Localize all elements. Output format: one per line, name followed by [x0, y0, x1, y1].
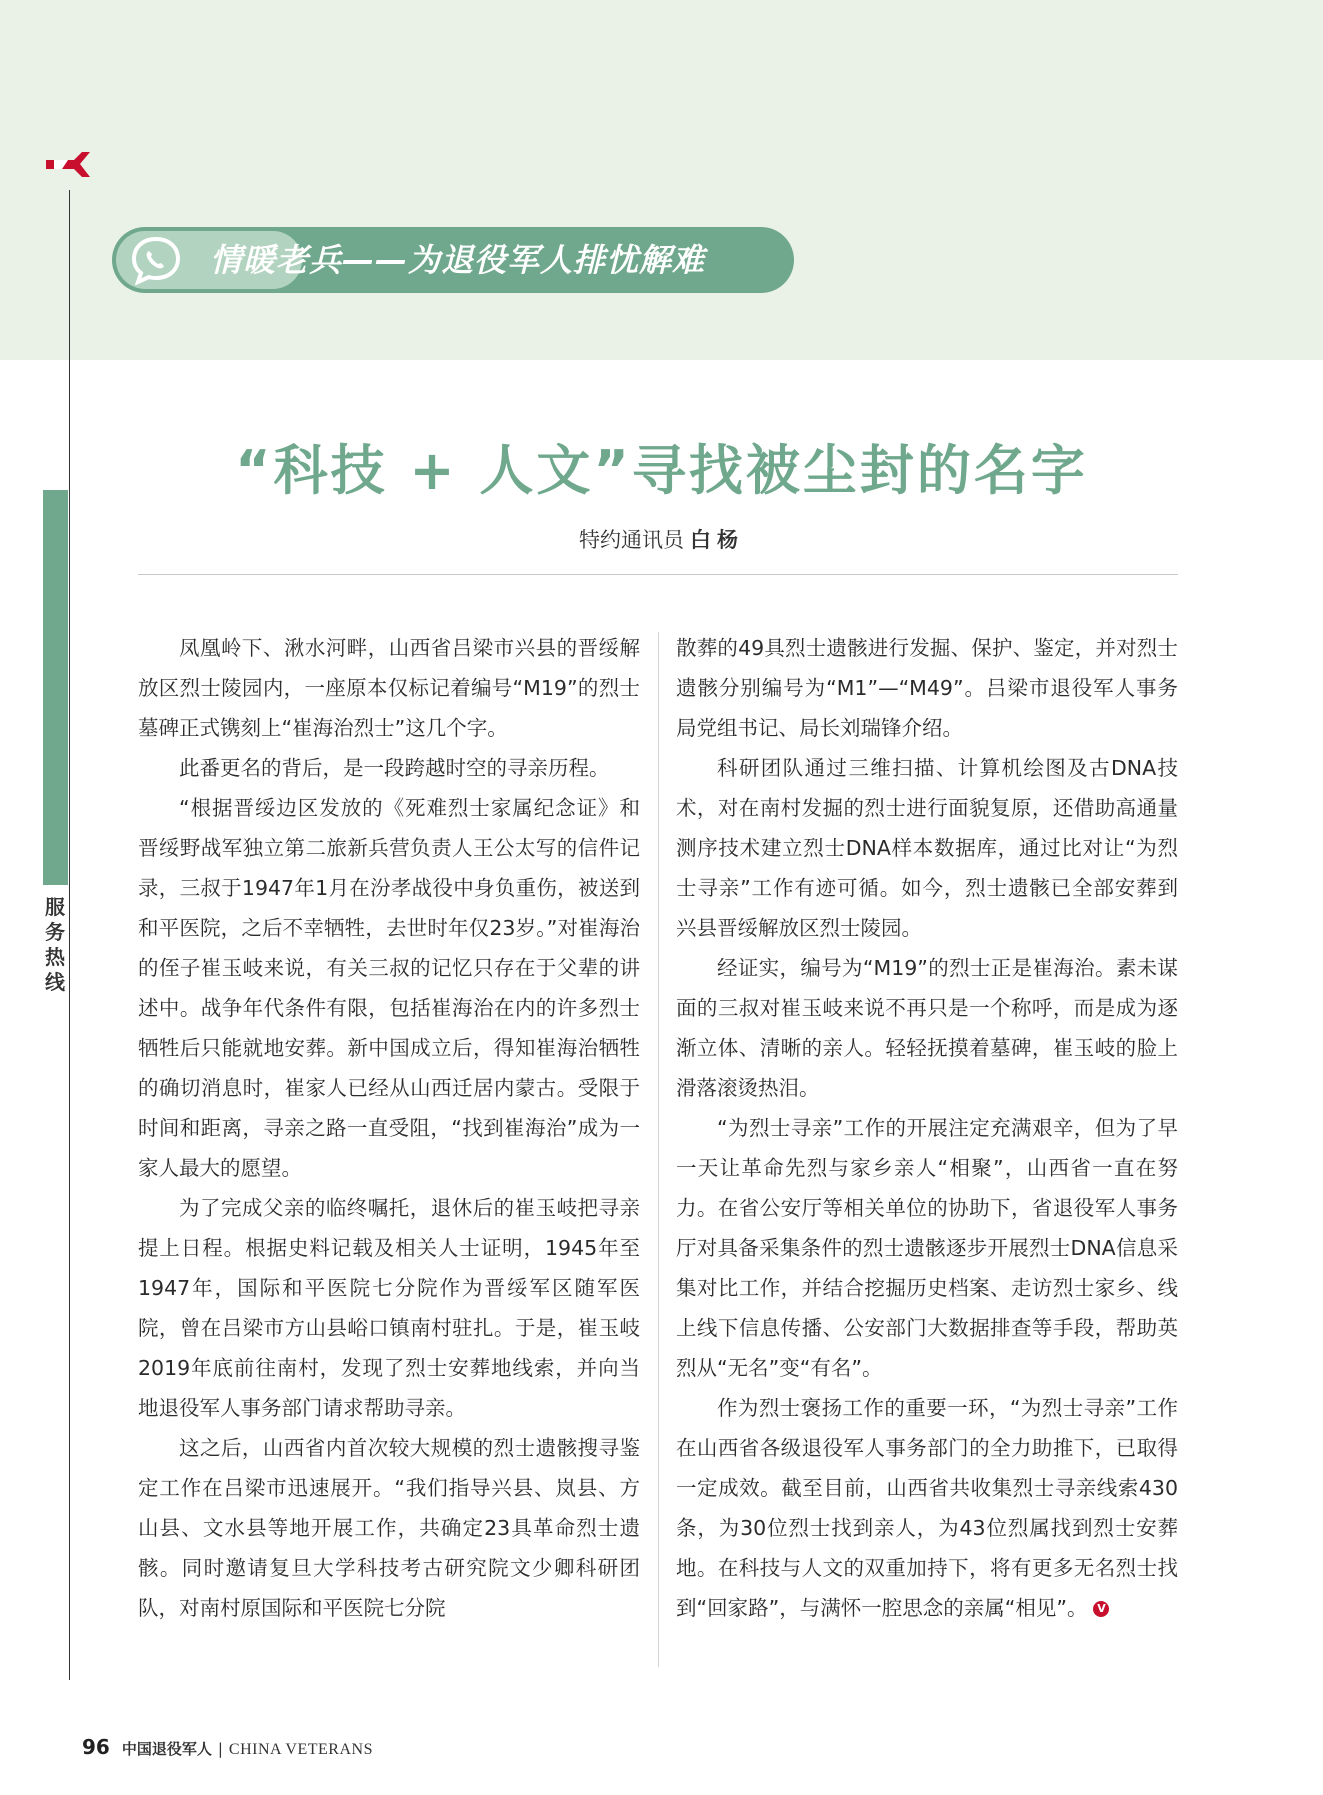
paragraph: 这之后，山西省内首次较大规模的烈士遗骸搜寻鉴定工作在吕梁市迅速展开。“我们指导兴县、岚县、方山县、文水县等地开展工作，共确定23具革命烈士遗骸。同时邀请复旦大学科技考古研究院文少卿科研团队，对南村原国际和平医院七分院 — [138, 1436, 640, 1620]
article-title: “科技 + 人文”寻找被尘封的名字 — [235, 439, 1088, 502]
magazine-logo-icon — [44, 150, 92, 180]
paragraph: “根据晋绥边区发放的《死难烈士家属纪念证》和晋绥野战军独立第二旅新兵营负责人王公太写的信件记录，三叔于1947年1月在汾孝战役中身负重伤，被送到和平医院，之后不幸牺牲，去世时年仅23岁。”对崔海治的侄子崔玉岐来说，有关三叔的记忆只存在于父辈的讲述中。战争年代条件有限，包括崔海治在内的许多烈士牺牲后只能就地安葬。新中国成立后，得知崔海治牺牲的确切消息时，崔家人已经从山西迁居内蒙古。受限于时间和距离，寻亲之路一直受阻，“找到崔海治”成为一家人最大的愿望。 — [138, 796, 640, 1180]
paragraph: “为烈士寻亲”工作的开展注定充满艰辛，但为了早一天让革命先烈与家乡亲人“相聚”，山西省一直在努力。在省公安厅等相关单位的协助下，省退役军人事务厅对具备采集条件的烈士遗骸逐步开展烈士DNA信息采集对比工作，并结合挖掘历史档案、走访烈士家乡、线上线下信息传播、公安部门大数据排查等手段，帮助英烈从“无名”变“有名”。 — [676, 1116, 1178, 1380]
paragraph-continued: 散葬的49具烈士遗骸进行发掘、保护、鉴定，并对烈士遗骸分别编号为“M1”—“M49”。吕梁市退役军人事务局党组书记、局长刘瑞锋介绍。 — [676, 636, 1178, 740]
paragraph: 为了完成父亲的临终嘱托，退休后的崔玉岐把寻亲提上日程。根据史料记载及相关人士证明，1945年至1947年，国际和平医院七分院作为晋绥军区随军医院，曾在吕梁市方山县峪口镇南村驻扎。于是，崔玉岐2019年底前往南村，发现了烈士安葬地线索，并向当地退役军人事务部门请求帮助寻亲。 — [138, 1196, 640, 1420]
footer-separator: | — [217, 1740, 223, 1758]
end-mark-icon — [1093, 1601, 1109, 1617]
page-number: 96 — [82, 1735, 110, 1759]
magazine-name-en: CHINA VETERANS — [228, 1741, 373, 1758]
magazine-name: 中国退役军人 — [121, 1740, 212, 1758]
article-column-right — [676, 628, 1178, 1628]
paragraph-final — [676, 1388, 1178, 1628]
section-side-label: 服务热线 — [45, 895, 65, 994]
section-banner — [112, 227, 794, 293]
header-band — [0, 0, 1323, 360]
byline — [0, 524, 1323, 554]
article-column-left — [138, 628, 640, 1628]
section-banner-title: 情暖老兵——为退役军人排忧解难 — [210, 241, 706, 279]
paragraph: 凤凰岭下、湫水河畔，山西省吕梁市兴县的晋绥解放区烈士陵园内，一座原本仅标记着编号“M19”的烈士墓碑正式镌刻上“崔海治烈士”这几个字。 — [138, 636, 640, 740]
title-divider — [138, 574, 1178, 575]
paragraph: 此番更名的背后，是一段跨越时空的寻亲历程。 — [179, 756, 610, 780]
byline-author: 白杨 — [690, 528, 744, 552]
byline-role: 特约通讯员 — [579, 528, 684, 552]
paragraph: 科研团队通过三维扫描、计算机绘图及古DNA技术，对在南村发掘的烈士进行面貌复原，还借助高通量测序技术建立烈士DNA样本数据库，通过比对让“为烈士寻亲”工作有迹可循。如今，烈士遗骸已全部安葬到兴县晋绥解放区烈士陵园。 — [676, 756, 1178, 940]
margin-rule — [69, 190, 70, 1680]
column-divider — [658, 632, 659, 1667]
page-footer — [82, 1735, 373, 1759]
paragraph: 经证实，编号为“M19”的烈士正是崔海治。素未谋面的三叔对崔玉岐来说不再只是一个称呼，而是成为逐渐立体、清晰的亲人。轻轻抚摸着墓碑，崔玉岐的脸上滑落滚烫热泪。 — [676, 956, 1178, 1100]
chat-bubble-icon — [130, 235, 182, 285]
paragraph-final-text: 作为烈士褒扬工作的重要一环，“为烈士寻亲”工作在山西省各级退役军人事务部门的全力助推下，已取得一定成效。截至目前，山西省共收集烈士寻亲线索430条，为30位烈士找到亲人，为43位烈属找到烈士安葬地。在科技与人文的双重加持下，将有更多无名烈士找到“回家路”，与满怀一腔思念的亲属“相见”。 — [676, 1396, 1178, 1620]
